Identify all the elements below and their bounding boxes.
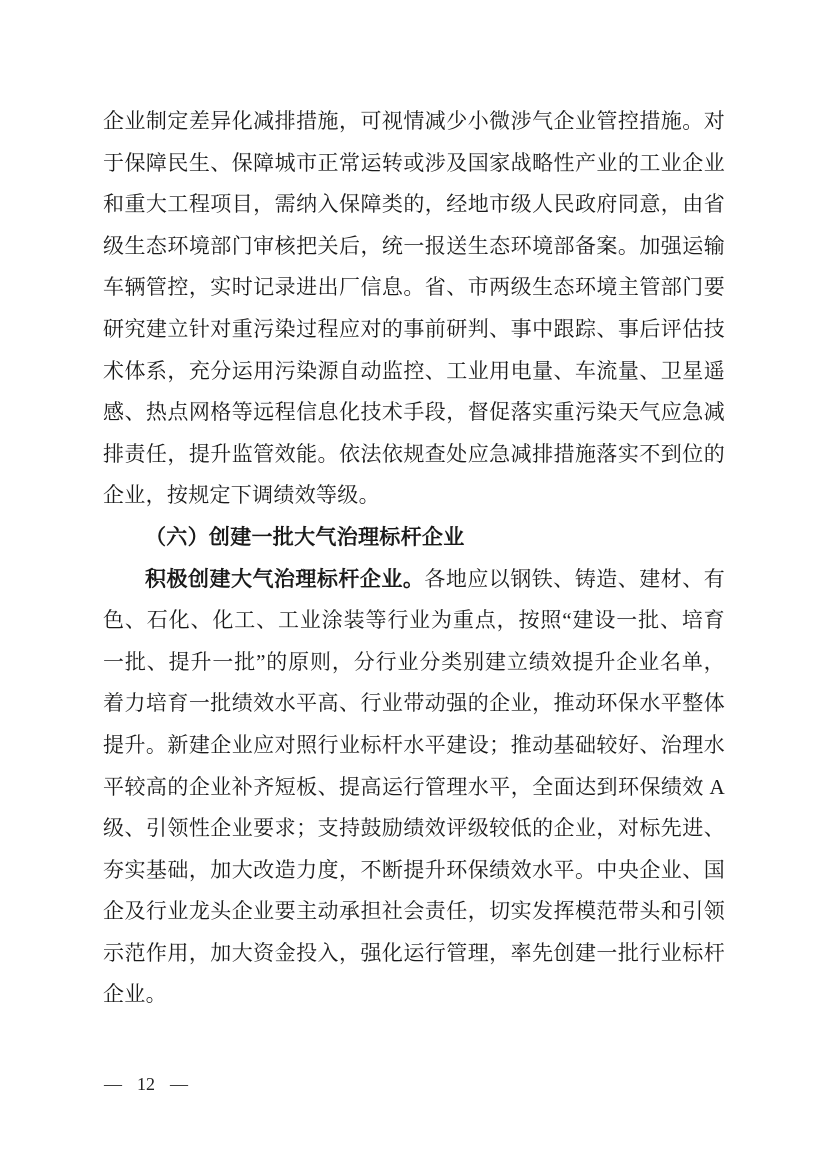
section-heading: （六）创建一批大气治理标杆企业 (145, 524, 465, 549)
footer-right-dash: — (170, 1074, 188, 1094)
paragraph-body-text: 各地应以钢铁、铸造、建材、有色、石化、化工、工业涂装等行业为重点，按照“建设一批、培育一批、提升一批”的原则，分行业分类别建立绩效提升企业名单，着力培育一批绩效水平高、行业带动强的企业，推动环保水平整体提升。新建企业应对照行业标杆水平建设；推动基础较好、治理水平较高的企业补齐短板、提高运行管理水平，全面达到环保绩效 A 级、引领性企业要求；支持鼓励绩效评级较低的企业，对标先进、夯实基础，加大改造力度，不断提升环保绩效水平。中央企业、国企及行业龙头企业要主动承担社会责任，切实发挥模范带头和引领示范作用，加大资金投入，强化运行管理，率先创建一批行业标杆企业。 (103, 566, 726, 1007)
paragraph-benchmark-enterprises (103, 559, 725, 1017)
footer-left-dash: — (104, 1074, 122, 1094)
paragraph-lead-bold: 积极创建大气治理标杆企业。 (145, 566, 425, 591)
document-body (103, 101, 725, 1016)
page-number: 12 (137, 1074, 155, 1094)
paragraph-continued-from-previous-page: 企业制定差异化减排措施，可视情减少小微涉气企业管控措施。对于保障民生、保障城市正常运转或涉及国家战略性产业的工业企业和重大工程项目，需纳入保障类的，经地市级人民政府同意，由省级生态环境部门审核把关后，统一报送生态环境部备案。加强运输车辆管控，实时记录进出厂信息。省、市两级生态环境主管部门要研究建立针对重污染过程应对的事前研判、事中跟踪、事后评估技术体系，充分运用污染源自动监控、工业用电量、车流量、卫星遥感、热点网格等远程信息化技术手段，督促落实重污染天气应急减排责任，提升监管效能。依法依规查处应急减排措施落实不到位的企业，按规定下调绩效等级。 (103, 109, 725, 508)
page-footer (104, 1072, 188, 1096)
